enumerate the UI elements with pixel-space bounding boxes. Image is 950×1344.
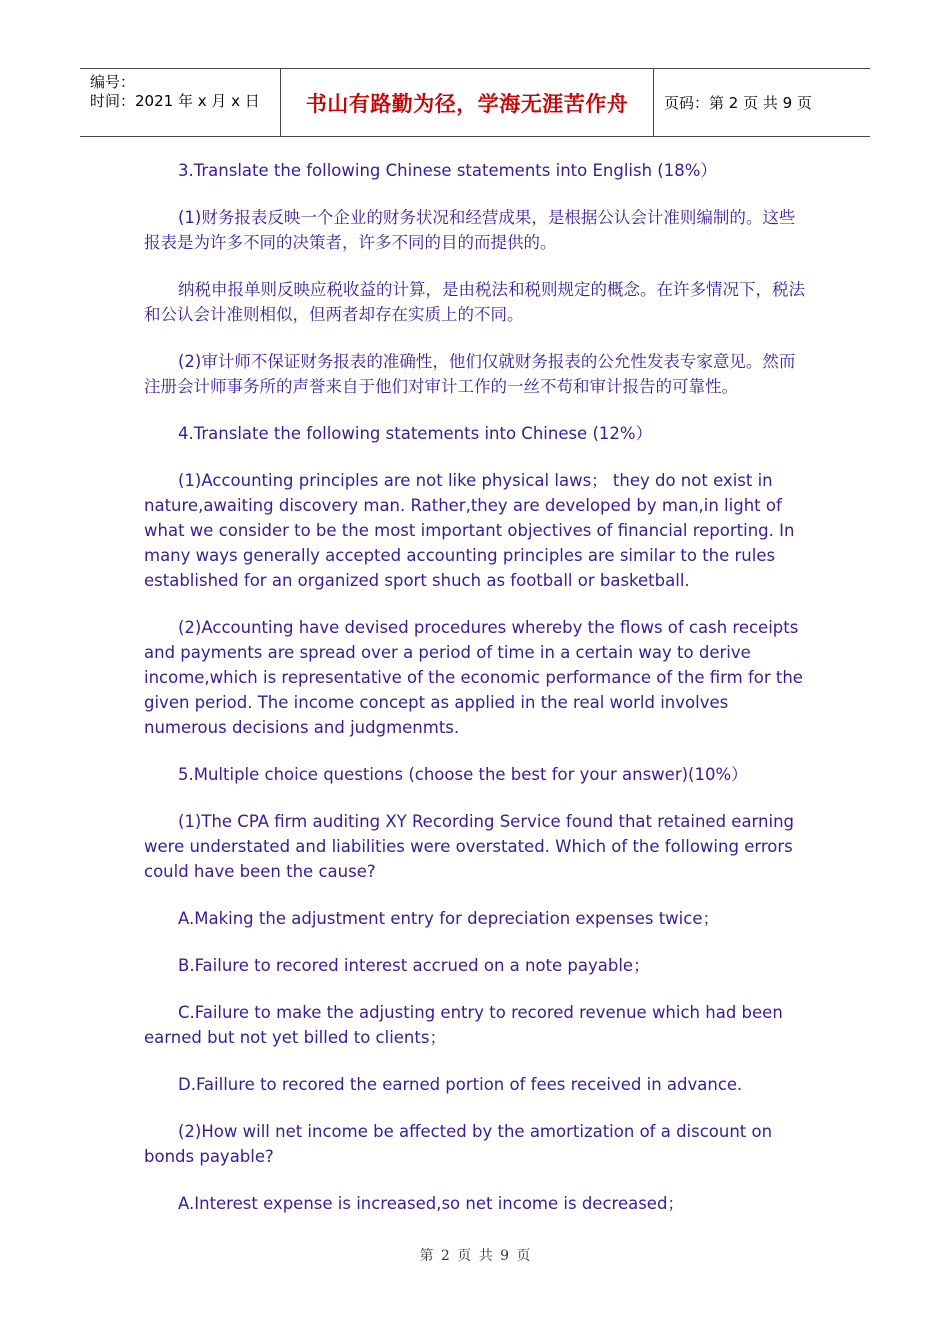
paragraph: (2)Accounting have devised procedures whereby the flows of cash receipts and payments are spread over a period of time in a certain way to derive income,which is representative of the economic performance of the firm for the given period. The income concept as applied in the real world involves numerous decisions and judgmenmts. — [144, 618, 803, 737]
answer-option: B.Failure to recored interest accrued on a note payable； — [178, 956, 650, 975]
paragraph: (1)Accounting principles are not like physical laws； they do not exist in nature,awaiting discovery man. Rather,they are developed by man,in light of what we consider to be the most important objectives of financial reporting. In many ways generally accepted accounting principles are similar to the rules established for an organized sport shuch as football or basketball. — [144, 471, 795, 590]
section-3-heading: 3.Translate the following Chinese statements into English (18%） — [178, 161, 717, 180]
page-header — [80, 68, 870, 137]
paragraph: (2)审计师不保证财务报表的准确性，他们仅就财务报表的公允性发表专家意见。然而注册会计师事务所的声誉来自于他们对审计工作的一丝不苟和审计报告的可靠性。 — [144, 352, 796, 396]
paragraph: (1)财务报表反映一个企业的财务状况和经营成果，是根据公认会计准则编制的。这些报表是为许多不同的决策者，许多不同的目的而提供的。 — [144, 208, 796, 252]
document-date-label: 时间：2021 年 x 月 x 日 — [90, 92, 260, 110]
question: (2)How will net income be affected by the amortization of a discount on bonds payable? — [144, 1122, 773, 1166]
answer-option: A.Interest expense is increased,so net income is decreased； — [178, 1194, 684, 1213]
question: (1)The CPA firm auditing XY Recording Service found that retained earning were understated and liabilities were overstated. Which of the following errors could have been the cause? — [144, 812, 795, 881]
section-4-heading: 4.Translate the following statements into Chinese (12%） — [178, 424, 653, 443]
document-body — [144, 158, 808, 1238]
answer-option: D.Faillure to recored the earned portion of fees received in advance. — [178, 1075, 743, 1094]
header-motto-cell — [281, 69, 654, 136]
header-page-cell — [654, 69, 870, 136]
answer-option: A.Making the adjustment entry for depreciation expenses twice； — [178, 909, 719, 928]
document-number-label: 编号： — [90, 73, 136, 91]
header-motto: 书山有路勤为径，学海无涯苦作舟 — [305, 90, 629, 116]
answer-option: C.Failure to make the adjusting entry to recored revenue which had been earned but not yet billed to clients； — [144, 1003, 783, 1047]
header-page-number: 页码：第 2 页 共 9 页 — [664, 94, 812, 112]
header-meta — [80, 69, 281, 136]
section-5-heading: 5.Multiple choice questions (choose the best for your answer)(10%） — [178, 765, 748, 784]
page-footer — [0, 1245, 950, 1265]
paragraph: 纳税申报单则反映应税收益的计算，是由税法和税则规定的概念。在许多情况下，税法和公认会计准则相似，但两者却存在实质上的不同。 — [144, 280, 805, 324]
footer-page-number: 第 2 页 共 9 页 — [419, 1248, 531, 1264]
